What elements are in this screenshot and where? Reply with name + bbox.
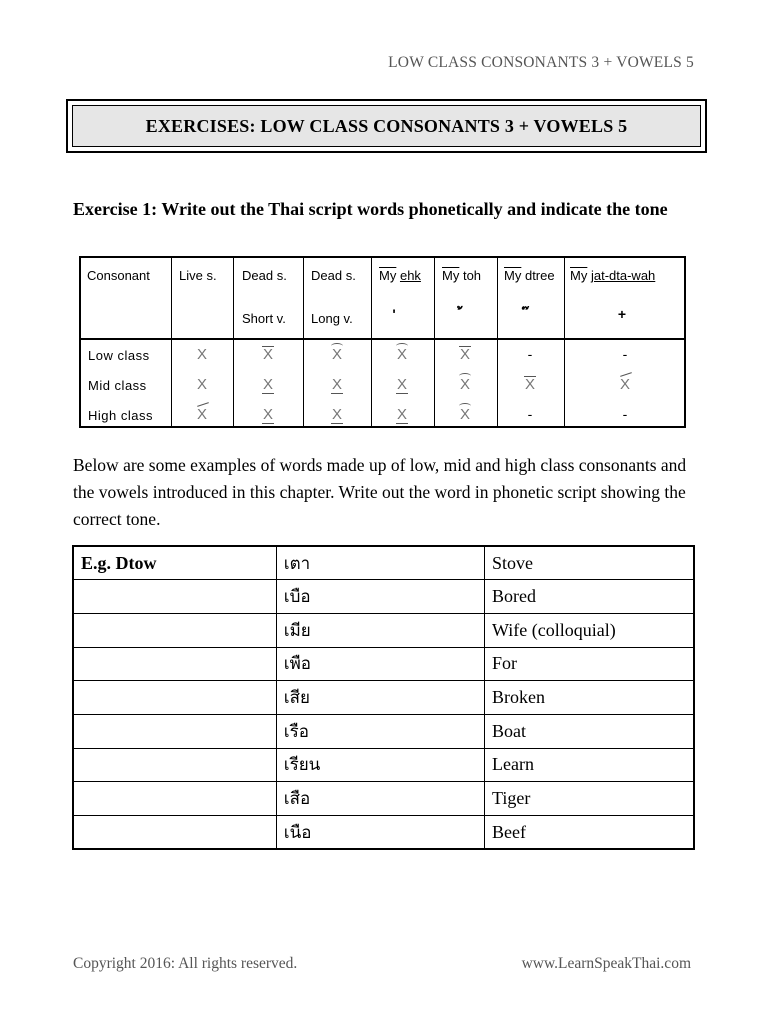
tone-cell: - bbox=[622, 406, 628, 422]
running-header: LOW CLASS CONSONANTS 3 + VOWELS 5 bbox=[388, 54, 694, 71]
table-row bbox=[73, 816, 694, 850]
table-row bbox=[73, 714, 694, 748]
table-row bbox=[73, 782, 694, 816]
header-my-toh-my: $\overline{My}$ bbox=[442, 268, 460, 283]
english-cell: Beef bbox=[485, 816, 694, 850]
phonetic-cell[interactable] bbox=[73, 782, 276, 816]
phonetic-cell[interactable] bbox=[73, 681, 276, 715]
table-divider bbox=[564, 258, 565, 426]
header-my-jat-name: jat-dta-wah bbox=[590, 268, 656, 283]
thai-cell: เสือ bbox=[276, 782, 484, 816]
table-divider bbox=[233, 258, 234, 426]
english-cell: Tiger bbox=[485, 782, 694, 816]
table-row bbox=[73, 748, 694, 782]
tone-cell: X bbox=[262, 346, 273, 363]
tone-cell: X bbox=[331, 406, 342, 423]
header-consonant: Consonant bbox=[87, 268, 150, 283]
exercise-1-heading: Exercise 1: Write out the Thai script words phonetically and indicate the tone bbox=[73, 199, 668, 219]
tone-cell: X bbox=[459, 406, 470, 423]
table-row bbox=[73, 647, 694, 681]
tone-cell: X bbox=[262, 376, 273, 393]
table-divider bbox=[303, 258, 304, 426]
thai-cell: เนือ bbox=[276, 816, 484, 850]
tone-mark-jat-dta-wah: + bbox=[617, 306, 627, 322]
tone-cell: X bbox=[196, 406, 207, 423]
phonetic-cell[interactable] bbox=[73, 816, 276, 850]
header-my-jat-dta-wah bbox=[570, 268, 655, 283]
tone-mark-ehk: ' bbox=[392, 306, 396, 322]
thai-cell: เสีย bbox=[276, 681, 484, 715]
header-dead-long-sub: Long v. bbox=[311, 311, 353, 326]
english-cell: Boat bbox=[485, 714, 694, 748]
english-cell: Stove bbox=[485, 546, 694, 580]
phonetic-cell: E.g. Dtow bbox=[73, 546, 276, 580]
phonetic-cell[interactable] bbox=[73, 714, 276, 748]
header-my-dtree-my: $\overline{My}$ bbox=[504, 268, 522, 283]
thai-cell: เมีย bbox=[276, 613, 484, 647]
row-label-low-class: Low class bbox=[88, 348, 150, 363]
word-table bbox=[72, 545, 695, 850]
exercise-title: EXERCISES: LOW CLASS CONSONANTS 3 + VOWELS 5 bbox=[72, 105, 701, 147]
english-cell: Bored bbox=[485, 580, 694, 614]
tone-cell: X bbox=[196, 346, 207, 363]
tone-cell: X bbox=[262, 406, 273, 423]
tone-cell: - bbox=[527, 346, 533, 362]
tone-cell: X bbox=[459, 376, 470, 393]
table-divider bbox=[371, 258, 372, 426]
table-row bbox=[73, 546, 694, 580]
header-my-ehk-my: $\overline{My}$ bbox=[379, 268, 397, 283]
thai-cell: เรือ bbox=[276, 714, 484, 748]
header-my-ehk bbox=[379, 268, 421, 283]
thai-cell: เบือ bbox=[276, 580, 484, 614]
phonetic-cell[interactable] bbox=[73, 647, 276, 681]
english-cell: For bbox=[485, 647, 694, 681]
table-row bbox=[73, 681, 694, 715]
phonetic-cell[interactable] bbox=[73, 580, 276, 614]
tone-cell: X bbox=[619, 376, 630, 393]
row-label-mid-class: Mid class bbox=[88, 378, 147, 393]
footer-website: www.LearnSpeakThai.com bbox=[521, 955, 691, 972]
tone-cell: X bbox=[196, 376, 207, 393]
table-divider bbox=[171, 258, 172, 426]
footer-copyright: Copyright 2016: All rights reserved. bbox=[73, 955, 298, 972]
table-divider bbox=[497, 258, 498, 426]
tone-cell: X bbox=[331, 376, 342, 393]
tone-table bbox=[79, 256, 686, 428]
table-divider bbox=[434, 258, 435, 426]
tone-cell: X bbox=[331, 346, 342, 363]
tone-cell: X bbox=[396, 346, 407, 363]
header-my-toh-name: toh bbox=[462, 268, 482, 283]
header-my-dtree bbox=[504, 268, 555, 283]
tone-cell: X bbox=[396, 376, 407, 393]
header-my-ehk-name: ehk bbox=[399, 268, 421, 283]
phonetic-cell[interactable] bbox=[73, 748, 276, 782]
english-cell: Broken bbox=[485, 681, 694, 715]
tone-cell: - bbox=[622, 346, 628, 362]
tone-mark-dtree bbox=[513, 306, 543, 328]
english-cell: Wife (colloquial) bbox=[485, 613, 694, 647]
thai-cell: เตา bbox=[276, 546, 484, 580]
tone-mark-toh bbox=[447, 306, 477, 328]
instructions-paragraph: Below are some examples of words made up of low, mid and high class consonants and the vowels introduced in this chapter. Write out the word in phonetic script showing the correct tone. bbox=[73, 455, 687, 529]
tone-cell: X bbox=[396, 406, 407, 423]
row-label-high-class: High class bbox=[88, 408, 153, 423]
phonetic-cell[interactable] bbox=[73, 613, 276, 647]
tone-cell: - bbox=[527, 406, 533, 422]
tone-cell: X bbox=[524, 376, 535, 393]
header-dead-short-sub: Short v. bbox=[242, 311, 286, 326]
thai-cell: เพือ bbox=[276, 647, 484, 681]
header-my-toh bbox=[442, 268, 481, 283]
thai-cell: เรียน bbox=[276, 748, 484, 782]
header-live-syllable: Live s. bbox=[179, 268, 217, 283]
header-dead-long: Dead s. bbox=[311, 268, 356, 283]
table-row bbox=[73, 613, 694, 647]
header-my-dtree-name: dtree bbox=[524, 268, 555, 283]
tone-cell: X bbox=[459, 346, 470, 363]
exercise-title-box bbox=[66, 99, 707, 153]
table-row bbox=[73, 580, 694, 614]
header-my-jat-my: $\overline{My}$ bbox=[570, 268, 588, 283]
english-cell: Learn bbox=[485, 748, 694, 782]
header-dead-short: Dead s. bbox=[242, 268, 287, 283]
